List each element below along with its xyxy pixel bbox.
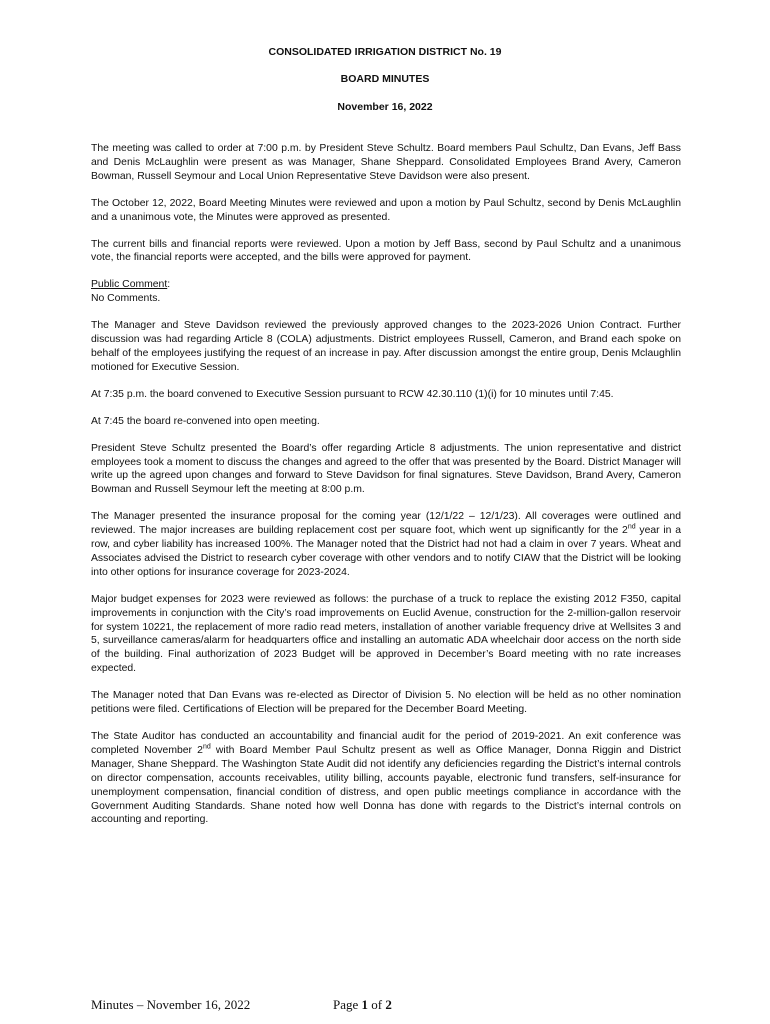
budget-paragraph: Major budget expenses for 2023 were reviewed as follows: the purchase of a truck to replace the existing 2012 F350, capital improvements in conjunction with the City’s road improvements on Euclid Avenue, construction for the 2-million-gallon reservoir for system 10221, the replacement of more radio read meters, installation of another variable frequency drive at Wellsites 3 and 5, surveillance cameras/alarm for headquarters office and installing an automatic ADA wheelchair door access on the north side of the building. Final authorization of 2023 Budget will be approved in December’s Board meeting with no rate increases expected.: [91, 593, 681, 675]
bills-reports-paragraph: The current bills and financial reports were reviewed. Upon a motion by Jeff Bass, second by Paul Schultz and a unanimous vote, the financial reports were accepted, and the bills were approved for payment.: [91, 238, 681, 264]
ordinal-suffix: nd: [202, 743, 211, 751]
insurance-text-a: The Manager presented the insurance proposal for the coming year (12/1/22 – 12/1/23). All coverages were outlined and reviewed. The major increases are building replacement cost per square foot, which went up significantly for the 2: [91, 511, 681, 537]
page-word: Page: [333, 997, 362, 1012]
public-comment-text: No Comments.: [91, 293, 161, 305]
footer-title: Minutes – November 16, 2022: [91, 997, 251, 1012]
minutes-body: [91, 142, 681, 840]
public-comment-section: [91, 278, 681, 306]
executive-session-paragraph: At 7:35 p.m. the board convened to Executive Session pursuant to RCW 42.30.110 (1)(i) for 10 minutes until 7:45.: [91, 388, 614, 400]
board-offer-paragraph: President Steve Schultz presented the Board’s offer regarding Article 8 adjustments. The union representative and district employees took a moment to discuss the changes and agreed to the offer that was presented by the Board. District Manager will write up the agreed upon changes and forward to Steve Davidson for final signatures. Steve Davidson, Brand Avery, Cameron Bowman and Russell Seymour left the meeting at 8:00 p.m.: [91, 442, 681, 496]
public-comment-colon: :: [167, 279, 171, 291]
reconvene-paragraph: At 7:45 the board re-convened into open meeting.: [91, 415, 320, 427]
call-to-order-paragraph: The meeting was called to order at 7:00 p.m. by President Steve Schultz. Board members Paul Schultz, Dan Evans, Jeff Bass and Denis McLaughlin were present as was Manager, Shane Sheppard. Consolidated Employees Brand Avery, Cameron Bowman, Russell Seymour and Local Union Representative Steve Davidson were also present.: [91, 143, 681, 182]
document-type-heading: BOARD MINUTES: [340, 73, 430, 85]
ordinal-suffix: nd: [627, 523, 636, 531]
audit-text-a: The State Auditor has conducted an accountability and financial audit for the period of 2019-2021. An exit conference was completed November 2: [91, 731, 681, 756]
page-number: [333, 997, 392, 1013]
union-contract-paragraph: The Manager and Steve Davidson reviewed the previously approved changes to the 2023-2026 Union Contract. Further discussion was had regarding Article 8 (COLA) adjustments. District employees Russell, Cameron, and Brand each spoke on behalf of the employees justifying the request of an increase in pay. After discussion amongst the entire group, Denis Mclaughlin motioned for Executive Session.: [91, 320, 681, 373]
current-page: 1: [361, 997, 369, 1012]
audit-paragraph: [91, 730, 681, 827]
total-pages: 2: [385, 997, 392, 1012]
election-paragraph: The Manager noted that Dan Evans was re-elected as Director of Division 5. No election will be held as no other nomination petitions were filed. Certifications of Election will be prepared for the December Board Meeting.: [91, 690, 681, 716]
insurance-paragraph: [91, 510, 681, 580]
previous-minutes-paragraph: The October 12, 2022, Board Meeting Minutes were reviewed and upon a motion by Paul Schultz, second by Denis McLaughlin and a unanimous vote, the Minutes were approved as presented.: [91, 197, 681, 223]
audit-text-b: with Board Member Paul Schultz present as well as Office Manager, Donna Riggin and District Manager, Shane Sheppard. The Washington State Audit did not identify any deficiencies regarding the District’s internal controls on director compensation, accounts receivables, utility billing, accounts payable, electronic fund transfers, self-insurance for unemployment compensation, financial condition of distress, and open public meetings compliance in accordance with the Government Auditing Standards. Shane noted how well Donna has done with regards to the District’s internal controls on accounting and reporting.: [91, 744, 681, 826]
district-name-heading: CONSOLIDATED IRRIGATION DISTRICT No. 19: [268, 46, 502, 58]
public-comment-label: Public Comment: [91, 279, 168, 291]
of-word: of: [368, 997, 386, 1012]
meeting-date-heading: November 16, 2022: [337, 101, 433, 113]
insurance-text-b: year in a row, and cyber liability has increased 100%. The Manager noted that the District had not had a claim in over 7 years. Wheat and Associates advised the District to research cyber coverage with other vendors and to notify CIAW that the District will be looking into other options for insurance coverage for 2023-2024.: [91, 525, 681, 578]
